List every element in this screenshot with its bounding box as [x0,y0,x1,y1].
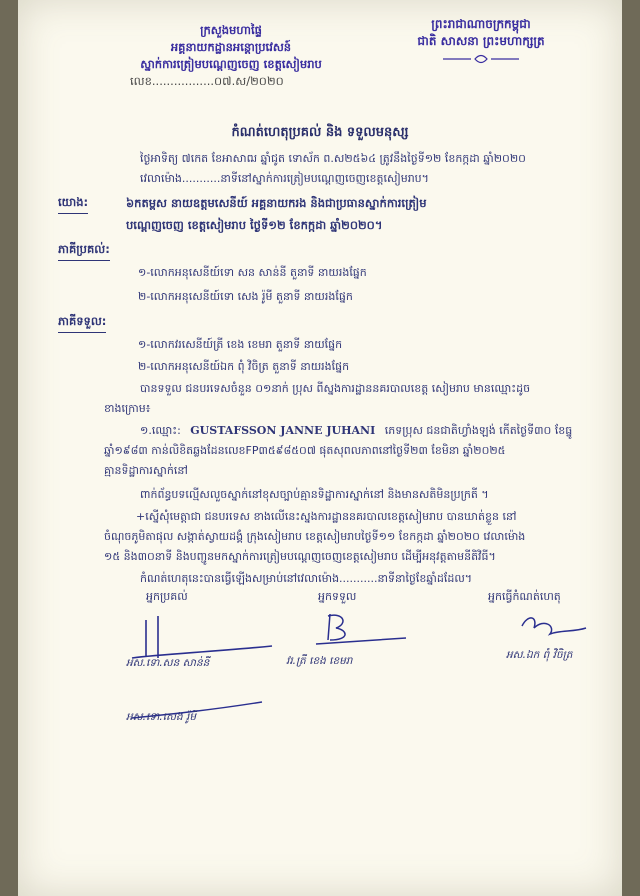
request-line-3: ១៥ និង៣០នាទី និងបញ្ជូនមកស្នាក់ការត្រៀមបណ្តេញចេញខេត្តសៀមរាប ដើម្បីអនុវត្តតាមនីតិវិធី។ [104,550,496,563]
detainee-line-1 [140,422,572,440]
giver-signature-label: អ្នកប្រគល់ [146,590,188,603]
giver-label: ភាគីប្រគល់: [58,242,110,259]
recorder-signature-label: អ្នកធ្វើកំណត់ហេតុ [488,590,561,603]
subject-label: យោង: [58,195,88,212]
detainee-name-label: ១.ឈ្មោះ: [140,424,181,437]
subject-line-2: បណ្តេញចេញ ខេត្តសៀមរាប ថ្ងៃទី១២ ខែកក្កដា ឆ្នាំ២០២០។ [126,218,383,232]
receiver-signature-label: អ្នកទទួល [318,590,357,603]
detainee-details: ភេទប្រុស ជនជាតិហ្វាំងឡង់ កើតថ្ងៃទី៣០ ខែធ្នូ [384,424,573,437]
detainee-line-2: ឆ្នាំ១៩៨៣ កាន់លិខិតឆ្លងដែនលេខFP៣៥៩៨៥០៧ ផុតសុពលភាពនៅថ្ងៃទី២៣ ខែមិនា ឆ្នាំ២០២៥ [104,444,506,457]
giver-name-2: អស.ទោ.សេង រ៉ូមី [126,711,196,723]
department-name: អគ្គនាយកដ្ឋានអន្តោប្រវេសន៍ [170,40,292,54]
office-name: ស្នាក់ការត្រៀមបណ្តេញចេញ ខេត្តសៀមរាប [140,57,322,71]
ministry-header [116,22,346,90]
detainee-line-3: គ្មានទិដ្ឋាការស្នាក់នៅ [104,464,188,477]
giver-item-2: ២-លោកអនុសេនីយ៍ទោ សេង រ៉ូមី តួនាទី នាយរងផ្នែក [138,290,353,303]
document-title: កំណត់ហេតុប្រគល់ និង ទទួលមនុស្ស [231,125,409,140]
kingdom-name: ព្រះរាជាណាចក្រកម្ពុជា [431,17,531,31]
ornament-divider-icon [441,52,521,66]
receiver-item-1: ១-លោកវរសេនីយ៍ត្រី ខេង ខេមរា តួនាទី នាយផ្នែក [138,338,343,351]
reference-number: លេខ.................០៧.ស/២០២០ [130,74,284,88]
giver-item-1: ១-លោកអនុសេនីយ៍ទោ សន សាន់នី តួនាទី នាយរងផ្នែក [138,266,367,279]
receiver-name: វរ.ត្រី ខេង ខេមរា [286,655,353,667]
receiver-label: ភាគីទទួល: [58,314,106,331]
subject-line-1: ៦កតម្ពស នាយឧត្តមសេនីយ៍ អគ្គនាយករង និងជាប្រធានស្នាក់ការត្រៀម [126,196,427,210]
body-para-1a: បានទទួល ជនបរទេសចំនួន ០១នាក់ ប្រុស ពីស្នងការដ្ឋាននគរបាលខេត្ត សៀមរាប មានឈ្មោះដូច [140,382,531,395]
body-para-1b: ខាងក្រោម៖ [104,402,151,415]
giver-name-1: អស.ទោ.សន សាន់នី [126,657,210,669]
request-line-2: ចំណុចភូមិតាផុល សង្កាត់ស្វាយដង្គំ ក្រុងសៀមរាប ខេត្តសៀមរាបថ្ងៃទី១១ ខែកក្កដា ឆ្នាំ២០២០ វេលាម៉ោង [104,530,526,543]
national-motto: ជាតិ សាសនា ព្រះមហាក្សត្រ [417,34,545,48]
request-line-1: +ស្នើសុំមេត្តាជា ជនបរទេស ខាងលើនេះស្នងការដ្ឋាននគរបាលខេត្តសៀមរាប បានឃាត់ខ្លួន នៅ [136,510,517,523]
intro-line-2: វេលាម៉ោង...........នាទីនៅស្នាក់ការត្រៀមបណ្តេញចេញខេត្តសៀមរាប។ [140,172,429,185]
closing-line: កំណត់ហេតុនេះបានធ្វើឡើងសម្រាប់នៅវេលាម៉ោង...........នាទីនាថ្ងៃខែឆ្នាំដដែល។ [140,572,473,585]
detainee-name: GUSTAFSSON JANNE JUHANI [190,424,376,437]
kingdom-header [376,16,586,71]
intro-line-1: ថ្ងៃអាទិត្យ ៧កេត ខែអាសាឍ ឆ្នាំជូត ទោស័ក ព.ស២៥៦៤ ត្រូវនឹងថ្ងៃទី១២ ខែកក្កដា ឆ្នាំ២០២០ [140,152,526,165]
ministry-name: ក្រសួងមហាផ្ទៃ [200,23,262,37]
receiver-item-2: ២-លោកអនុសេនីយ៍ឯក ពុំ វិចិត្រ តួនាទី នាយរងផ្នែក [138,360,350,373]
offense-line: ពាក់ព័ន្ធបទល្មើសលួចស្នាក់នៅខុសច្បាប់គ្មានទិដ្ឋាការស្នាក់នៅ និងមានសតិមិនប្រក្រតី ។ [140,488,489,501]
document-sheet [18,0,622,896]
recorder-name: អស.ឯក ពុំ វិចិត្រ [506,649,573,661]
